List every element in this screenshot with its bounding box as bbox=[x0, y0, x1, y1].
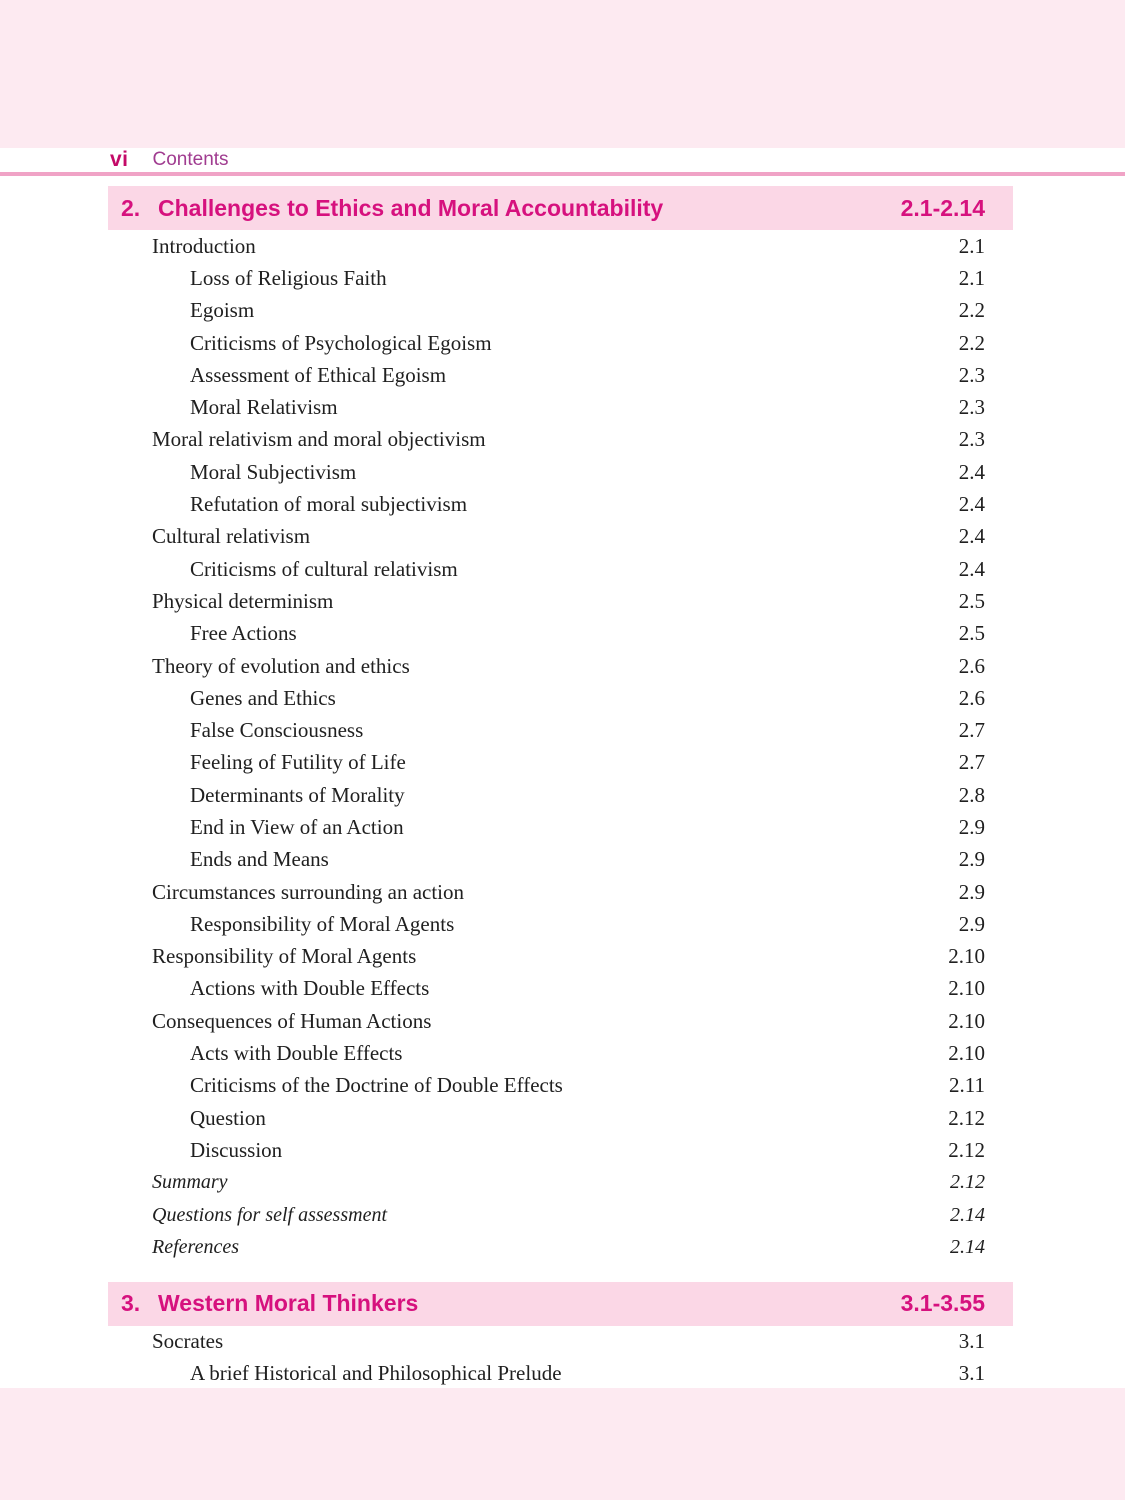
toc-section bbox=[0, 186, 1125, 1264]
toc-entry-page-number: 2.2 bbox=[958, 298, 985, 323]
toc-entry bbox=[0, 1326, 1125, 1358]
toc-entry bbox=[0, 521, 1125, 553]
toc-entry-title: Question bbox=[190, 1105, 266, 1130]
toc-entry-page-number: 2.10 bbox=[948, 1041, 985, 1066]
toc-entry-title: Cultural relativism bbox=[152, 524, 311, 549]
toc-entry-title: Refutation of moral subjectivism bbox=[190, 492, 468, 517]
chapter-title: Western Moral Thinkers bbox=[158, 1290, 419, 1316]
toc-entry bbox=[0, 1005, 1125, 1037]
toc-entry-title: Egoism bbox=[190, 298, 255, 323]
toc-entry-title: Free Actions bbox=[190, 621, 297, 646]
toc-entry-page-number: 2.14 bbox=[950, 1203, 985, 1226]
toc-entry bbox=[0, 811, 1125, 843]
toc-entry-title: Loss of Religious Faith bbox=[190, 265, 387, 290]
toc-section bbox=[0, 1282, 1125, 1391]
chapter-entries-list bbox=[0, 1326, 1125, 1391]
toc-entry-page-number: 2.8 bbox=[958, 782, 985, 807]
chapter-entries-list bbox=[0, 230, 1125, 1264]
toc-entry bbox=[0, 714, 1125, 746]
toc-entry bbox=[0, 941, 1125, 973]
toc-entry bbox=[0, 908, 1125, 940]
toc-entry-title: Criticisms of the Doctrine of Double Effects bbox=[190, 1073, 563, 1098]
toc-entry bbox=[0, 585, 1125, 617]
toc-entry-page-number: 3.1 bbox=[958, 1361, 985, 1386]
folio-number: vi bbox=[110, 148, 129, 171]
toc-entry bbox=[0, 391, 1125, 423]
toc-entry-page-number: 2.6 bbox=[958, 653, 985, 678]
toc-entry-title: Theory of evolution and ethics bbox=[152, 653, 410, 678]
toc-entry-title: End in View of an Action bbox=[190, 814, 404, 839]
chapter-page-range: 3.1-3.55 bbox=[900, 1290, 985, 1316]
toc-entry-title: Ends and Means bbox=[190, 847, 329, 872]
toc-entry bbox=[0, 1167, 1125, 1199]
toc-entry-page-number: 2.4 bbox=[958, 556, 985, 581]
toc-body bbox=[0, 176, 1125, 1388]
toc-entry-title: Criticisms of cultural relativism bbox=[190, 556, 458, 581]
toc-entry-title: Determinants of Morality bbox=[190, 782, 405, 807]
toc-entry bbox=[0, 779, 1125, 811]
toc-entry-title: Responsibility of Moral Agents bbox=[152, 944, 417, 969]
toc-entry-title: Acts with Double Effects bbox=[190, 1041, 403, 1066]
toc-entry bbox=[0, 618, 1125, 650]
toc-entry-page-number: 2.7 bbox=[958, 750, 985, 775]
toc-entry-page-number: 2.12 bbox=[950, 1171, 985, 1194]
toc-entry-page-number: 2.6 bbox=[958, 685, 985, 710]
toc-entry-page-number: 2.1 bbox=[958, 265, 985, 290]
chapter-page-range: 2.1-2.14 bbox=[900, 194, 985, 221]
toc-entry-page-number: 2.5 bbox=[958, 621, 985, 646]
toc-entry-title: Responsibility of Moral Agents bbox=[190, 911, 455, 936]
toc-entry-title: Physical determinism bbox=[152, 588, 334, 613]
toc-entry bbox=[0, 1199, 1125, 1231]
toc-entry bbox=[0, 1358, 1125, 1390]
toc-entry-page-number: 2.9 bbox=[958, 847, 985, 872]
toc-entry-page-number: 2.2 bbox=[958, 330, 985, 355]
toc-entry-page-number: 2.3 bbox=[958, 395, 985, 420]
toc-entry bbox=[0, 844, 1125, 876]
toc-entry-page-number: 2.14 bbox=[950, 1235, 985, 1258]
toc-entry-page-number: 2.4 bbox=[958, 524, 985, 549]
toc-entry-title: Consequences of Human Actions bbox=[152, 1008, 432, 1033]
toc-entry-title: Moral Subjectivism bbox=[190, 459, 357, 484]
toc-entry bbox=[0, 327, 1125, 359]
toc-entry-page-number: 2.3 bbox=[958, 427, 985, 452]
toc-entry-title: Discussion bbox=[190, 1137, 283, 1162]
toc-entry-title: Assessment of Ethical Egoism bbox=[190, 362, 447, 387]
chapter-heading-band bbox=[108, 186, 1013, 230]
toc-entry-title: Actions with Double Effects bbox=[190, 976, 430, 1001]
toc-entry bbox=[0, 1070, 1125, 1102]
chapter-title: Challenges to Ethics and Moral Accountability bbox=[158, 194, 664, 221]
toc-entry-title: Criticisms of Psychological Egoism bbox=[190, 330, 492, 355]
toc-entry-title: Questions for self assessment bbox=[152, 1203, 387, 1226]
toc-entry-page-number: 2.12 bbox=[948, 1137, 985, 1162]
chapter-number: 3. bbox=[121, 1290, 141, 1316]
toc-entry-title: Summary bbox=[152, 1171, 228, 1194]
toc-entry-page-number: 2.12 bbox=[948, 1105, 985, 1130]
toc-entry-page-number: 2.7 bbox=[958, 718, 985, 743]
toc-entry-page-number: 2.9 bbox=[958, 879, 985, 904]
chapter-number: 2. bbox=[121, 194, 141, 221]
toc-entry bbox=[0, 488, 1125, 520]
chapter-heading-band bbox=[108, 1282, 1013, 1326]
toc-entry bbox=[0, 456, 1125, 488]
toc-entry-page-number: 2.10 bbox=[948, 976, 985, 1001]
toc-entry-title: References bbox=[152, 1235, 239, 1258]
toc-entry bbox=[0, 262, 1125, 294]
page-top-margin bbox=[0, 0, 1125, 148]
toc-entry-page-number: 2.9 bbox=[958, 911, 985, 936]
toc-entry bbox=[0, 359, 1125, 391]
toc-entry bbox=[0, 682, 1125, 714]
toc-entry bbox=[0, 230, 1125, 262]
toc-entry-page-number: 3.1 bbox=[958, 1329, 985, 1354]
toc-entry-title: Introduction bbox=[152, 233, 256, 258]
toc-entry-title: Socrates bbox=[152, 1329, 224, 1354]
toc-entry bbox=[0, 424, 1125, 456]
toc-entry-page-number: 2.1 bbox=[958, 233, 985, 258]
toc-entry-title: Feeling of Futility of Life bbox=[190, 750, 406, 775]
toc-entry-title: A brief Historical and Philosophical Prelude bbox=[190, 1361, 562, 1386]
toc-entry-page-number: 2.9 bbox=[958, 814, 985, 839]
toc-entry-title: Genes and Ethics bbox=[190, 685, 336, 710]
toc-entry bbox=[0, 1134, 1125, 1166]
toc-entry-page-number: 2.10 bbox=[948, 944, 985, 969]
running-header bbox=[0, 148, 1125, 172]
toc-entry-page-number: 2.4 bbox=[958, 492, 985, 517]
toc-entry bbox=[0, 1231, 1125, 1263]
toc-entry-page-number: 2.10 bbox=[948, 1008, 985, 1033]
toc-entry-title: False Consciousness bbox=[190, 718, 364, 743]
toc-entry-page-number: 2.11 bbox=[949, 1073, 985, 1098]
toc-entry bbox=[0, 973, 1125, 1005]
toc-entry bbox=[0, 650, 1125, 682]
toc-entry bbox=[0, 553, 1125, 585]
toc-entry-page-number: 2.5 bbox=[958, 588, 985, 613]
toc-entry bbox=[0, 1102, 1125, 1134]
toc-entry-title: Moral relativism and moral objectivism bbox=[152, 427, 486, 452]
toc-entry bbox=[0, 747, 1125, 779]
toc-entry-page-number: 2.4 bbox=[958, 459, 985, 484]
running-header-title: Contents bbox=[152, 149, 229, 170]
toc-entry bbox=[0, 1037, 1125, 1069]
toc-entry-title: Circumstances surrounding an action bbox=[152, 879, 465, 904]
toc-entry bbox=[0, 876, 1125, 908]
toc-entry bbox=[0, 295, 1125, 327]
toc-entry-page-number: 2.3 bbox=[958, 362, 985, 387]
toc-entry-title: Moral Relativism bbox=[190, 395, 338, 420]
